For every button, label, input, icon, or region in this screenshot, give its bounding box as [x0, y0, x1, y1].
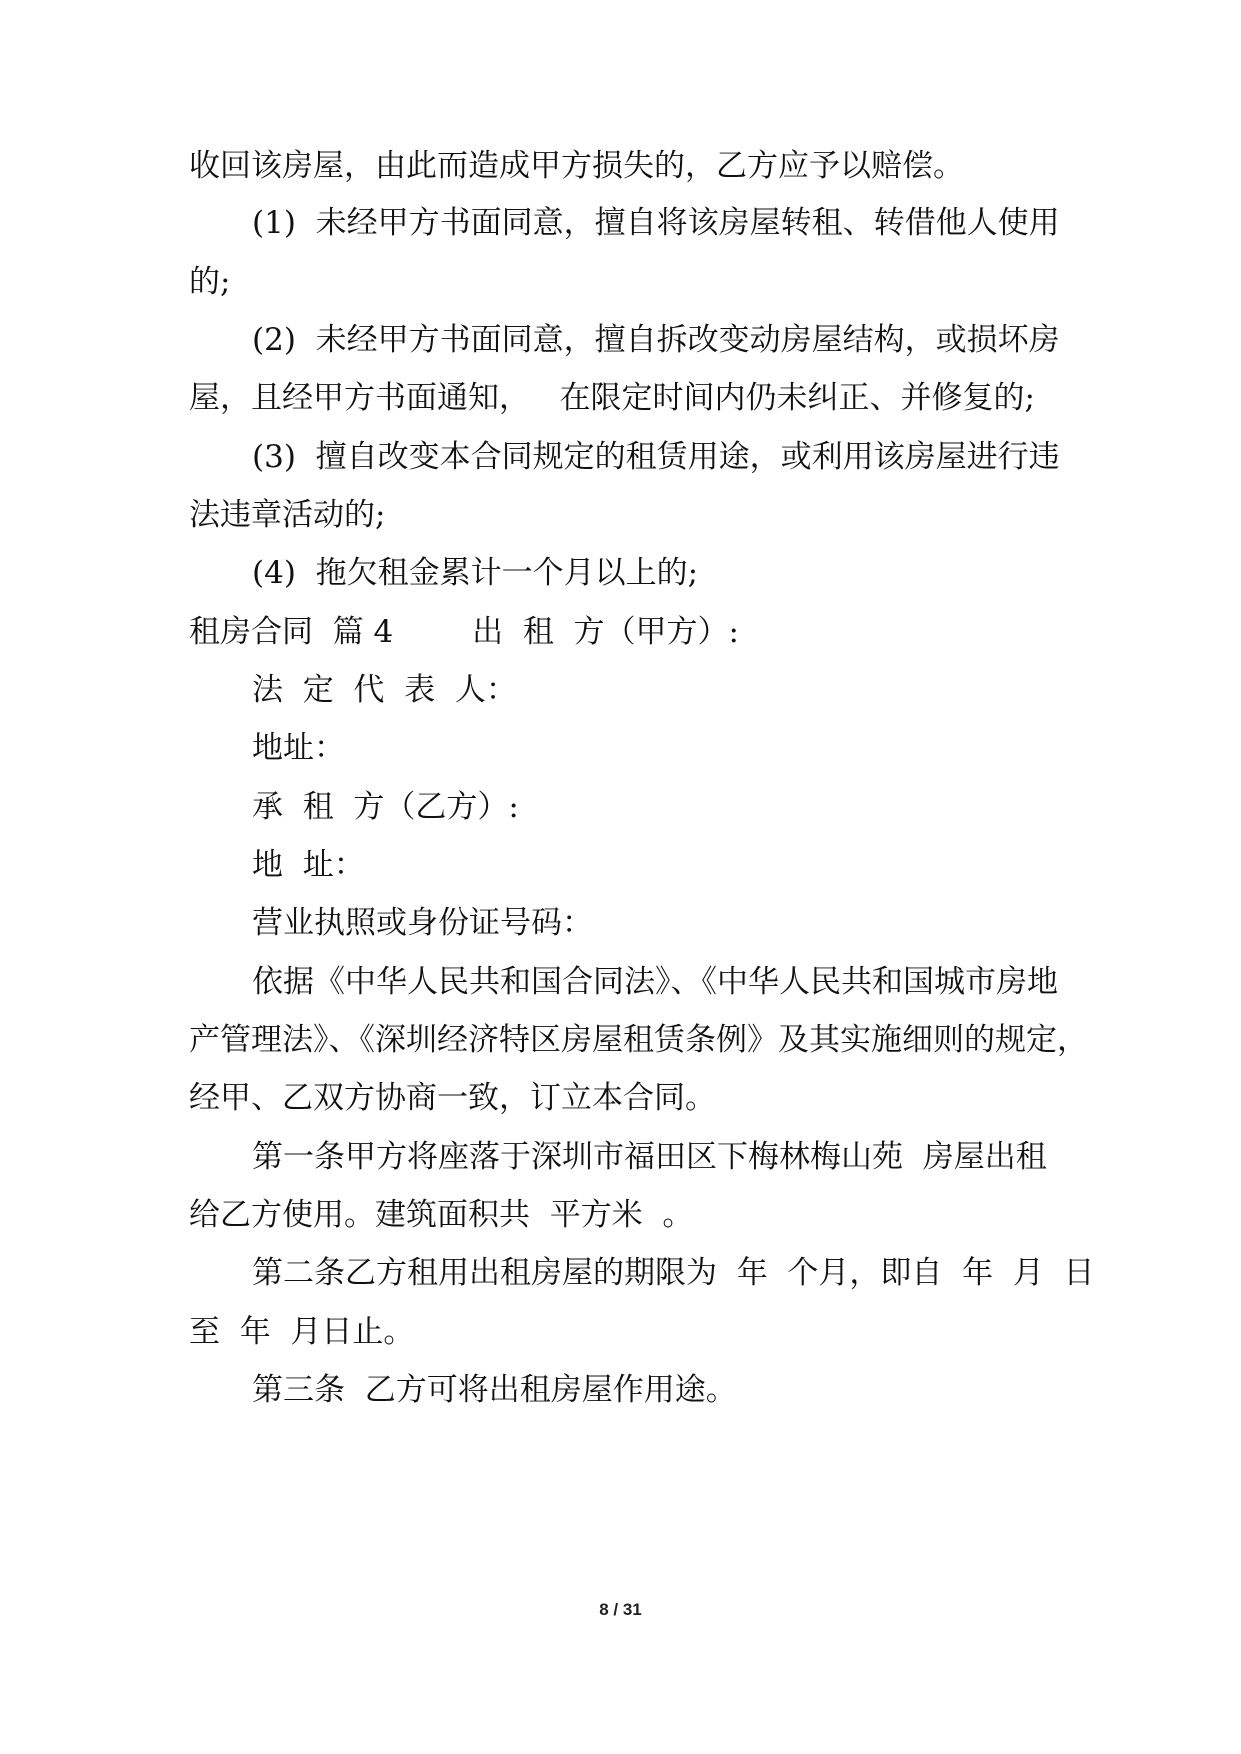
paragraph-line: 屋，且经甲方书面通知， 在限定时间内仍未纠正、并修复的; — [189, 380, 1036, 416]
paragraph-line: 依据《中华人民共和国合同法》、《中华人民共和国城市房地 — [252, 964, 1058, 1000]
paragraph-line: (1) 未经甲方书面同意，擅自将该房屋转租、转借他人使用 — [252, 205, 1060, 241]
paragraph-line: 的; — [189, 264, 231, 300]
paragraph-line: 地 址： — [252, 847, 365, 883]
paragraph-line: 法 定 代 表 人： — [252, 672, 517, 708]
paragraph-line: 地址： — [252, 730, 345, 766]
paragraph-line: 经甲、乙双方协商一致，订立本合同。 — [189, 1080, 716, 1116]
paragraph-line: 承 租 方（乙方）: — [252, 789, 519, 825]
paragraph-line: (3) 擅自改变本合同规定的租赁用途，或利用该房屋进行违 — [252, 439, 1060, 475]
paragraph-line: 营业执照或身份证号码： — [252, 905, 593, 941]
paragraph-line: (2) 未经甲方书面同意，擅自拆改变动房屋结构，或损坏房 — [252, 322, 1060, 358]
section-heading: 租房合同 篇 4 出 租 方（甲方）: — [189, 614, 739, 650]
page-indicator: 8 / 31 — [599, 1600, 642, 1619]
paragraph-line: 第二条乙方租用出租房屋的期限为 年 个月，即自 年 月 日 — [252, 1255, 1095, 1291]
paragraph-line: (4) 拖欠租金累计一个月以上的; — [252, 555, 699, 591]
paragraph-line: 产管理法》、《深圳经济特区房屋租赁条例》及其实施细则的规定， — [189, 1022, 1088, 1058]
paragraph-line: 收回该房屋，由此而造成甲方损失的，乙方应予以赔偿。 — [189, 148, 964, 184]
paragraph-line: 第一条甲方将座落于深圳市福田区下梅林梅山苑 房屋出租 — [252, 1139, 1047, 1175]
paragraph-line: 给乙方使用。建筑面积共 平方米 。 — [189, 1197, 694, 1233]
paragraph-line: 第三条 乙方可将出租房屋作用途。 — [252, 1372, 737, 1408]
paragraph-line: 法违章活动的; — [189, 497, 386, 533]
paragraph-line: 至 年 月日止。 — [189, 1314, 415, 1350]
